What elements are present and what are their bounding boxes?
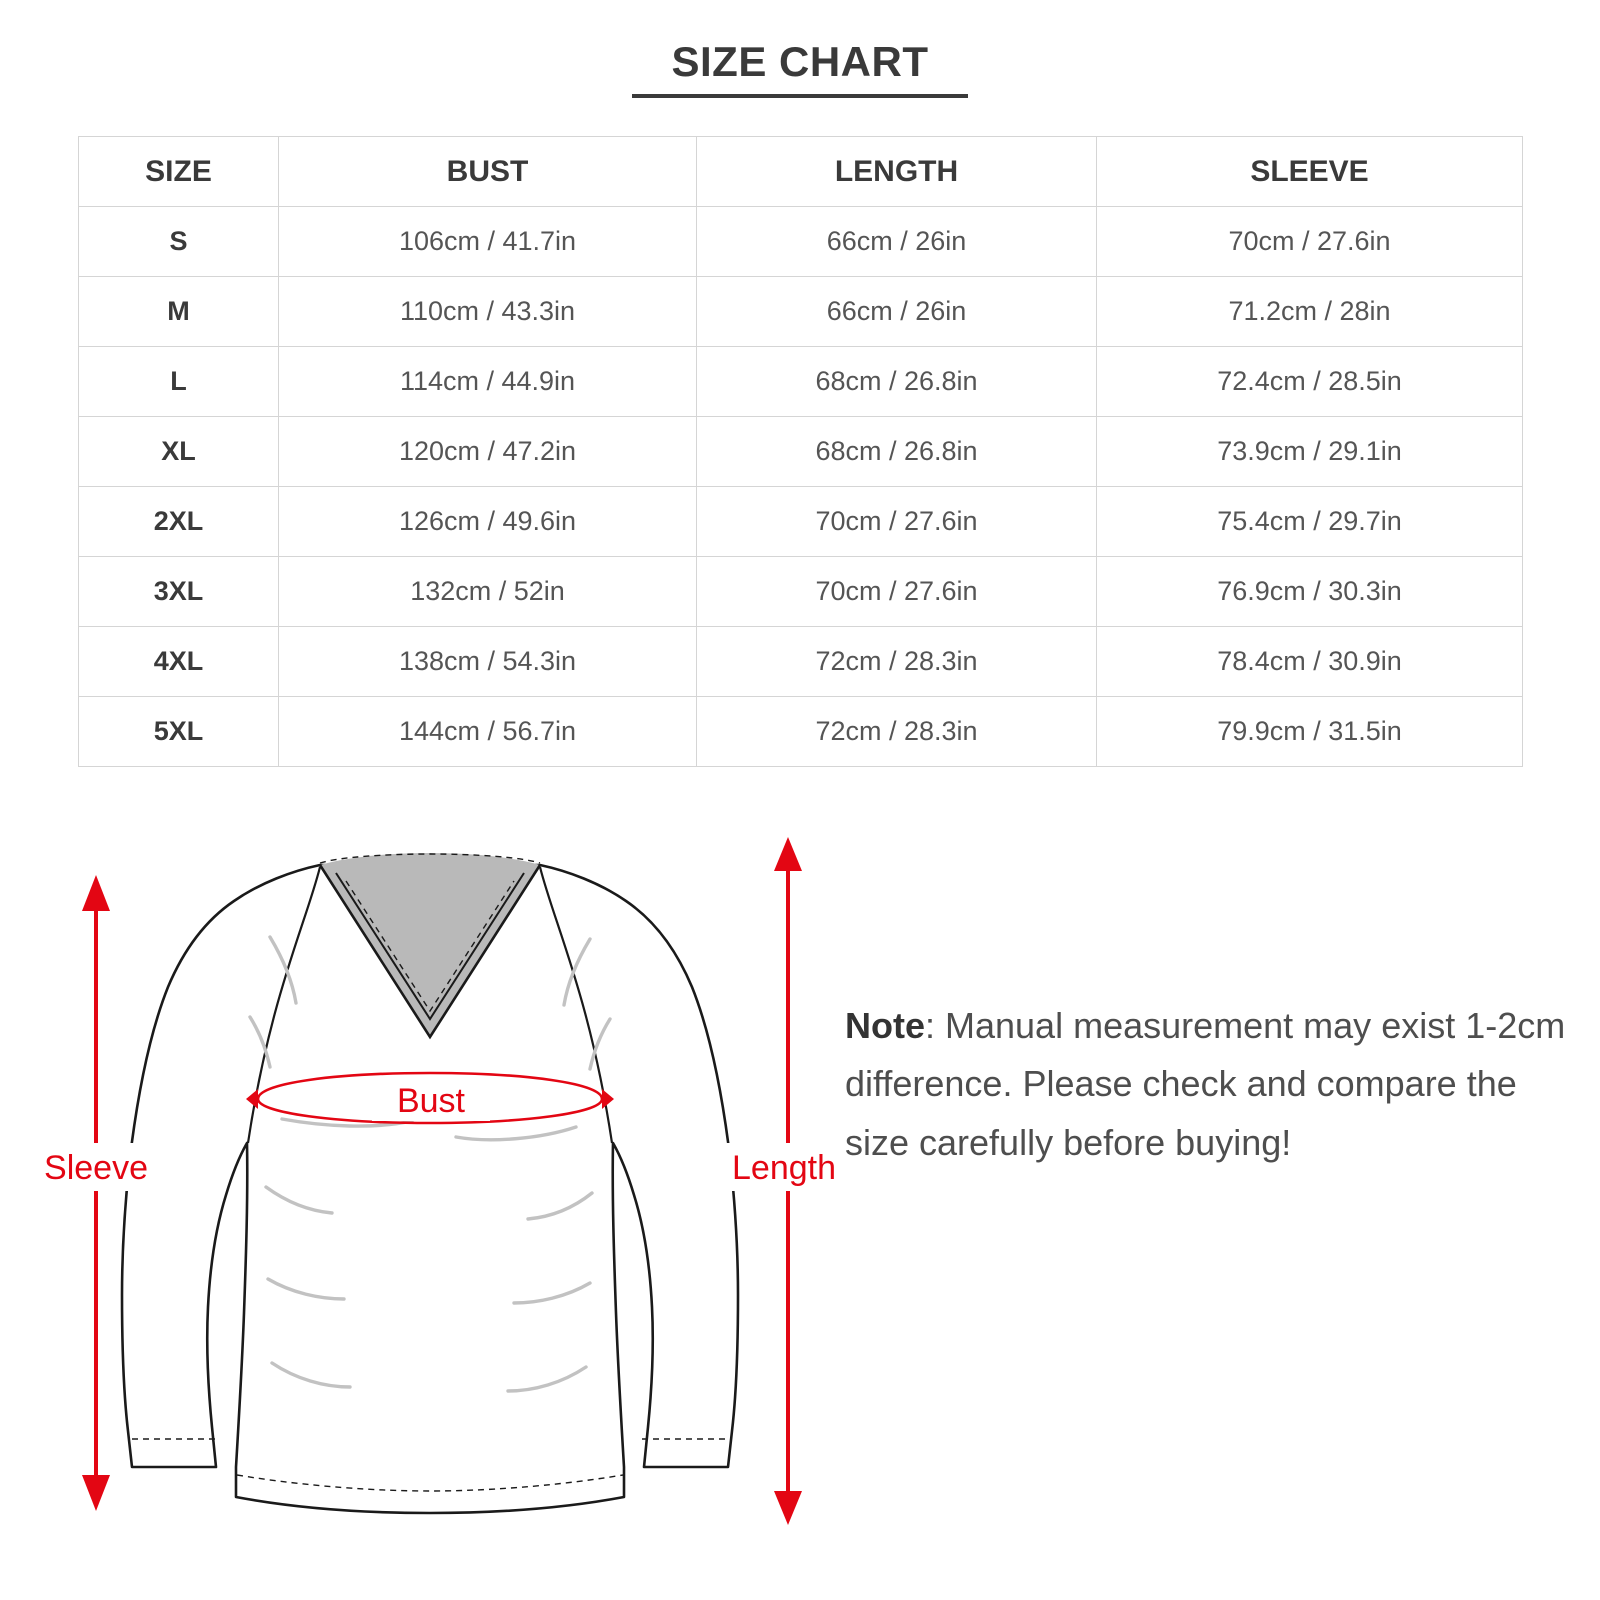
cell-size: 4XL [79, 627, 279, 697]
cell-length: 66cm / 26in [697, 277, 1097, 347]
cell-size: 3XL [79, 557, 279, 627]
cell-bust: 110cm / 43.3in [279, 277, 697, 347]
cell-sleeve: 71.2cm / 28in [1097, 277, 1523, 347]
cell-bust: 138cm / 54.3in [279, 627, 697, 697]
table-row [79, 487, 1523, 557]
cell-length: 70cm / 27.6in [697, 487, 1097, 557]
cell-length: 68cm / 26.8in [697, 347, 1097, 417]
column-header-size: SIZE [79, 137, 279, 207]
note-prefix: Note [845, 1005, 925, 1046]
note-body: : Manual measurement may exist 1-2cm difference. Please check and compare the size carefully before buying! [845, 1005, 1566, 1163]
size-table [78, 136, 1523, 767]
cell-sleeve: 72.4cm / 28.5in [1097, 347, 1523, 417]
sleeve-arrow-top [82, 875, 110, 911]
cell-bust: 132cm / 52in [279, 557, 697, 627]
cell-bust: 144cm / 56.7in [279, 697, 697, 767]
bust-label: Bust [396, 1082, 466, 1120]
cell-size: 5XL [79, 697, 279, 767]
page-title: SIZE CHART [671, 38, 929, 85]
cell-size: 2XL [79, 487, 279, 557]
cell-sleeve: 73.9cm / 29.1in [1097, 417, 1523, 487]
cell-sleeve: 78.4cm / 30.9in [1097, 627, 1523, 697]
illustration-section [0, 827, 1600, 1527]
title-underline [632, 94, 968, 98]
cell-size: M [79, 277, 279, 347]
cell-length: 70cm / 27.6in [697, 557, 1097, 627]
length-arrow-top [774, 837, 802, 871]
cell-sleeve: 70cm / 27.6in [1097, 207, 1523, 277]
note-text [845, 997, 1575, 1172]
cell-sleeve: 75.4cm / 29.7in [1097, 487, 1523, 557]
size-table-wrapper [78, 136, 1522, 767]
column-header-sleeve: SLEEVE [1097, 137, 1523, 207]
garment-illustration [20, 827, 840, 1527]
sleeve-label: Sleeve [44, 1149, 148, 1187]
cell-sleeve: 76.9cm / 30.3in [1097, 557, 1523, 627]
cell-size: L [79, 347, 279, 417]
table-row [79, 277, 1523, 347]
table-row [79, 347, 1523, 417]
cell-bust: 120cm / 47.2in [279, 417, 697, 487]
cell-bust: 114cm / 44.9in [279, 347, 697, 417]
table-row [79, 417, 1523, 487]
table-row [79, 697, 1523, 767]
table-header-row [79, 137, 1523, 207]
cell-bust: 106cm / 41.7in [279, 207, 697, 277]
cell-size: XL [79, 417, 279, 487]
sleeve-arrow-bottom [82, 1475, 110, 1511]
cell-length: 72cm / 28.3in [697, 697, 1097, 767]
cell-sleeve: 79.9cm / 31.5in [1097, 697, 1523, 767]
table-row [79, 557, 1523, 627]
column-header-bust: BUST [279, 137, 697, 207]
length-arrow-bottom [774, 1491, 802, 1525]
length-label: Length [732, 1149, 836, 1187]
length-measure [720, 837, 840, 1525]
cell-length: 66cm / 26in [697, 207, 1097, 277]
table-row [79, 627, 1523, 697]
cell-bust: 126cm / 49.6in [279, 487, 697, 557]
cell-length: 72cm / 28.3in [697, 627, 1097, 697]
cell-size: S [79, 207, 279, 277]
table-row [79, 207, 1523, 277]
column-header-length: LENGTH [697, 137, 1097, 207]
cell-length: 68cm / 26.8in [697, 417, 1097, 487]
